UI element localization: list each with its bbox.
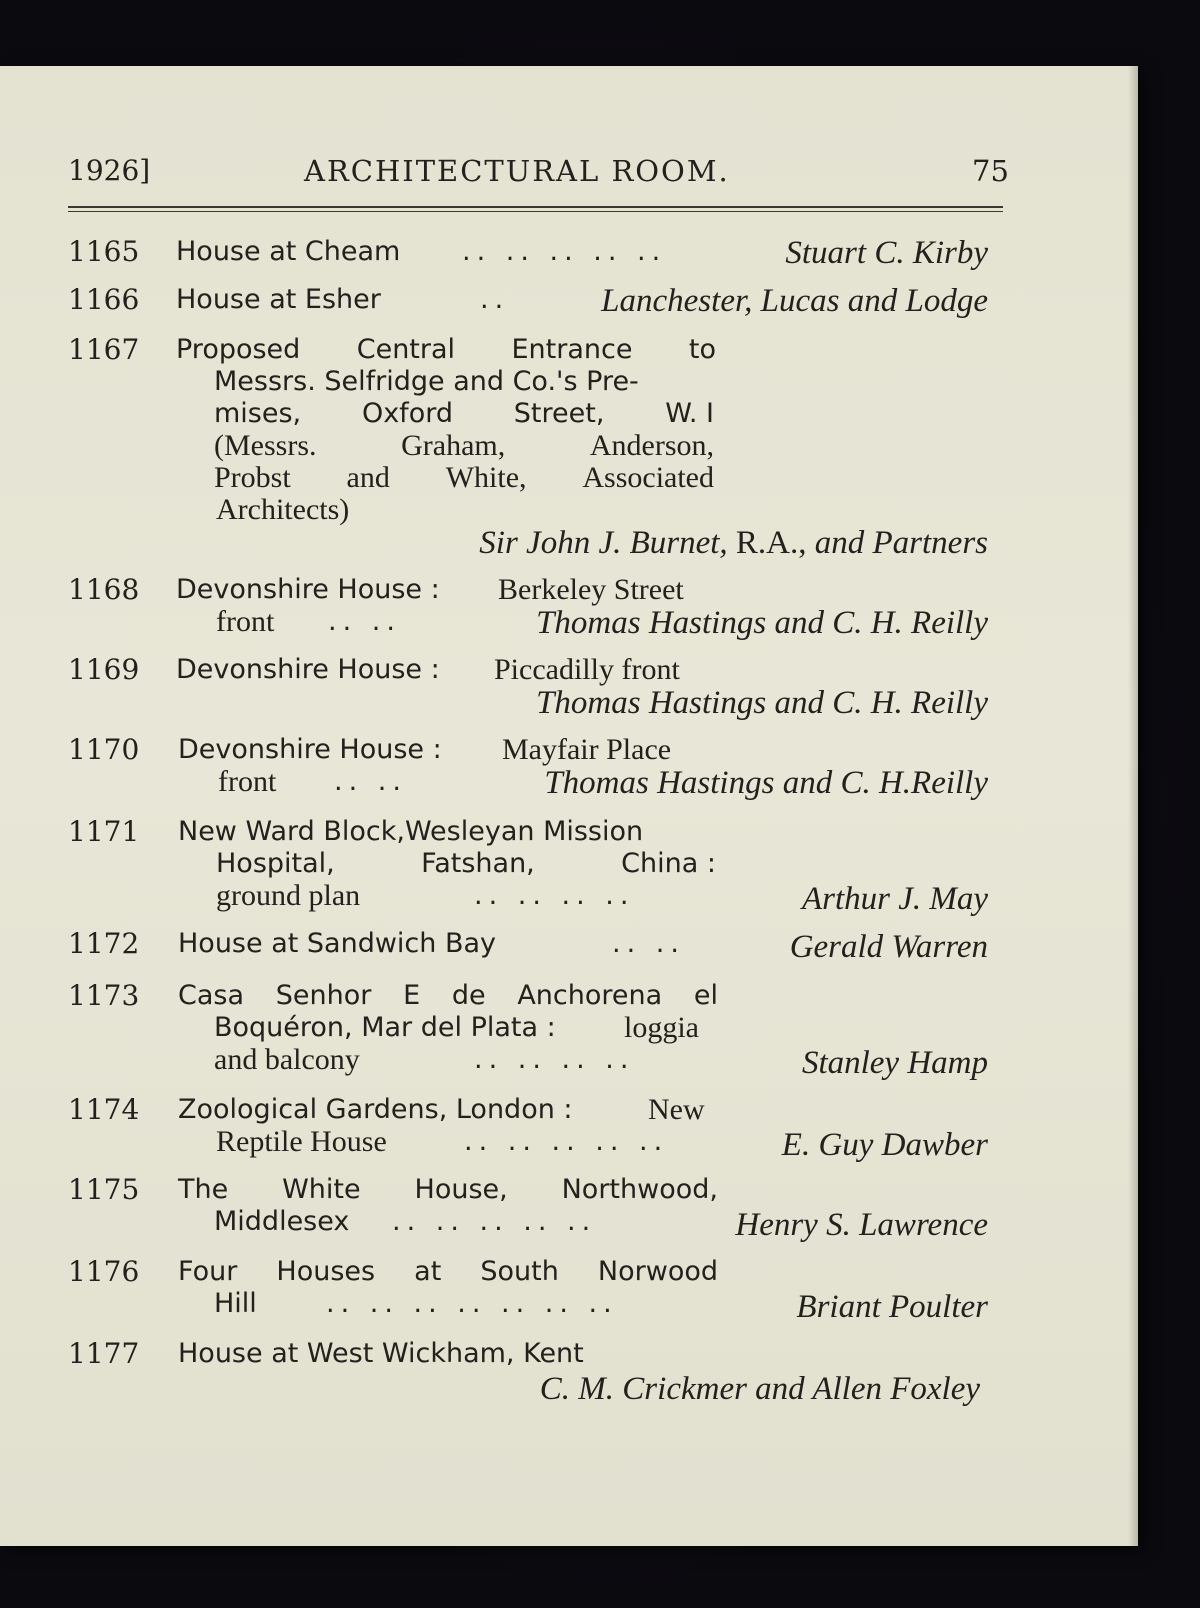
entry-title-line: mises, Oxford Street, W. I — [214, 398, 714, 429]
entry-title-line: Boquéron, Mar del Plata : — [214, 1012, 556, 1043]
header-title: ARCHITECTURAL ROOM. — [304, 154, 730, 188]
entry-author: Lanchester, Lucas and Lodge — [601, 283, 988, 319]
entry-number: 1165 — [68, 235, 140, 268]
entry-number: 1169 — [68, 653, 140, 686]
entry-title-line: New — [648, 1093, 705, 1126]
entry-title: House at Sandwich Bay — [178, 928, 497, 959]
entry-subtitle: Piccadilly front — [494, 653, 680, 686]
entry-author: Briant Poulter — [796, 1289, 988, 1325]
entry-number: 1176 — [68, 1255, 140, 1288]
entry-title-line: Messrs. Selfridge and Co.'s Pre- — [214, 366, 639, 397]
entry-title: Devonshire House : — [178, 734, 442, 765]
entry-title-line: Proposed Central Entrance to — [176, 334, 716, 365]
entry-author: C. M. Crickmer and Allen Foxley — [539, 1371, 980, 1407]
entry-title-line: Probst and White, Associated — [214, 461, 714, 494]
leader-dots: .. .. .. .. — [474, 1044, 635, 1075]
entry-title-line: Reptile House — [216, 1125, 387, 1158]
entry-author: Thomas Hastings and C. H. Reilly — [536, 605, 988, 641]
entry-title-line: Hill — [214, 1288, 257, 1319]
entry-number: 1171 — [68, 815, 140, 848]
entry-subtitle: Mayfair Place — [502, 733, 672, 766]
entry-title-line: Zoological Gardens, London : — [178, 1094, 573, 1125]
entry-author: Arthur J. May — [801, 881, 988, 917]
leader-dots: .. .. .. .. .. — [462, 236, 667, 267]
book-page — [0, 66, 1138, 1546]
entry-title: House at West Wickham, Kent — [178, 1338, 584, 1369]
entry-number: 1177 — [68, 1337, 140, 1370]
entry-author: Sir John J. Burnet, R.A., and Partners — [479, 525, 988, 561]
entry-number: 1167 — [68, 333, 140, 366]
entry-author: Thomas Hastings and C. H.Reilly — [544, 765, 988, 801]
entry-title-line: and balcony — [214, 1043, 360, 1076]
header-rule — [68, 206, 1003, 208]
header-year: 1926] — [68, 154, 151, 187]
entry-author: Thomas Hastings and C. H. Reilly — [536, 685, 988, 721]
leader-dots: .. .. — [612, 928, 685, 959]
entry-title-line: loggia — [624, 1011, 699, 1044]
entry-number: 1175 — [68, 1173, 140, 1206]
entry-title: House at Esher — [176, 284, 381, 315]
leader-dots: .. — [480, 284, 510, 315]
entry-author: Stuart C. Kirby — [785, 235, 988, 271]
entry-title-line: Middlesex — [214, 1206, 350, 1237]
entry-title-line: Four Houses at South Norwood — [178, 1256, 718, 1287]
leader-dots: .. .. — [328, 606, 401, 637]
leader-dots: .. .. — [334, 766, 407, 797]
entry-title: Devonshire House : — [176, 654, 440, 685]
running-header — [0, 154, 1138, 194]
page-number: 75 — [972, 154, 1009, 188]
entry-title: Devonshire House : — [176, 574, 440, 605]
entry-title-line: Casa Senhor E de Anchorena el — [178, 980, 718, 1011]
header-rule-thin — [68, 211, 1003, 212]
entry-subtitle: Berkeley Street — [498, 573, 684, 606]
leader-dots: .. .. .. .. — [474, 880, 635, 911]
entry-author: E. Guy Dawber — [781, 1127, 988, 1163]
entry-author: Stanley Hamp — [801, 1045, 988, 1081]
entry-title-line: New Ward Block,Wesleyan Mission — [178, 816, 644, 847]
entry-author: Gerald Warren — [789, 929, 988, 965]
entry-number: 1173 — [68, 979, 140, 1012]
entry-number: 1174 — [68, 1093, 140, 1126]
entry-author: Henry S. Lawrence — [735, 1207, 988, 1243]
entry-title-line: Hospital, Fatshan, China : — [216, 848, 716, 879]
leader-dots: .. .. .. .. .. — [464, 1126, 669, 1157]
entry-title-line: (Messrs. Graham, Anderson, — [214, 429, 714, 462]
entry-number: 1170 — [68, 733, 140, 766]
entry-number: 1166 — [68, 283, 140, 316]
entry-title-line: The White House, Northwood, — [178, 1174, 718, 1205]
entry-number: 1172 — [68, 927, 140, 960]
leader-dots: .. .. .. .. .. — [392, 1206, 597, 1237]
entry-title: House at Cheam — [176, 236, 401, 267]
entry-title-line: front — [216, 605, 275, 638]
entry-title-line: Architects) — [216, 493, 350, 526]
leader-dots: .. .. .. .. .. .. .. — [326, 1288, 618, 1319]
entry-title-line: front — [218, 765, 277, 798]
entry-number: 1168 — [68, 573, 140, 606]
entry-title-line: ground plan — [216, 879, 361, 912]
